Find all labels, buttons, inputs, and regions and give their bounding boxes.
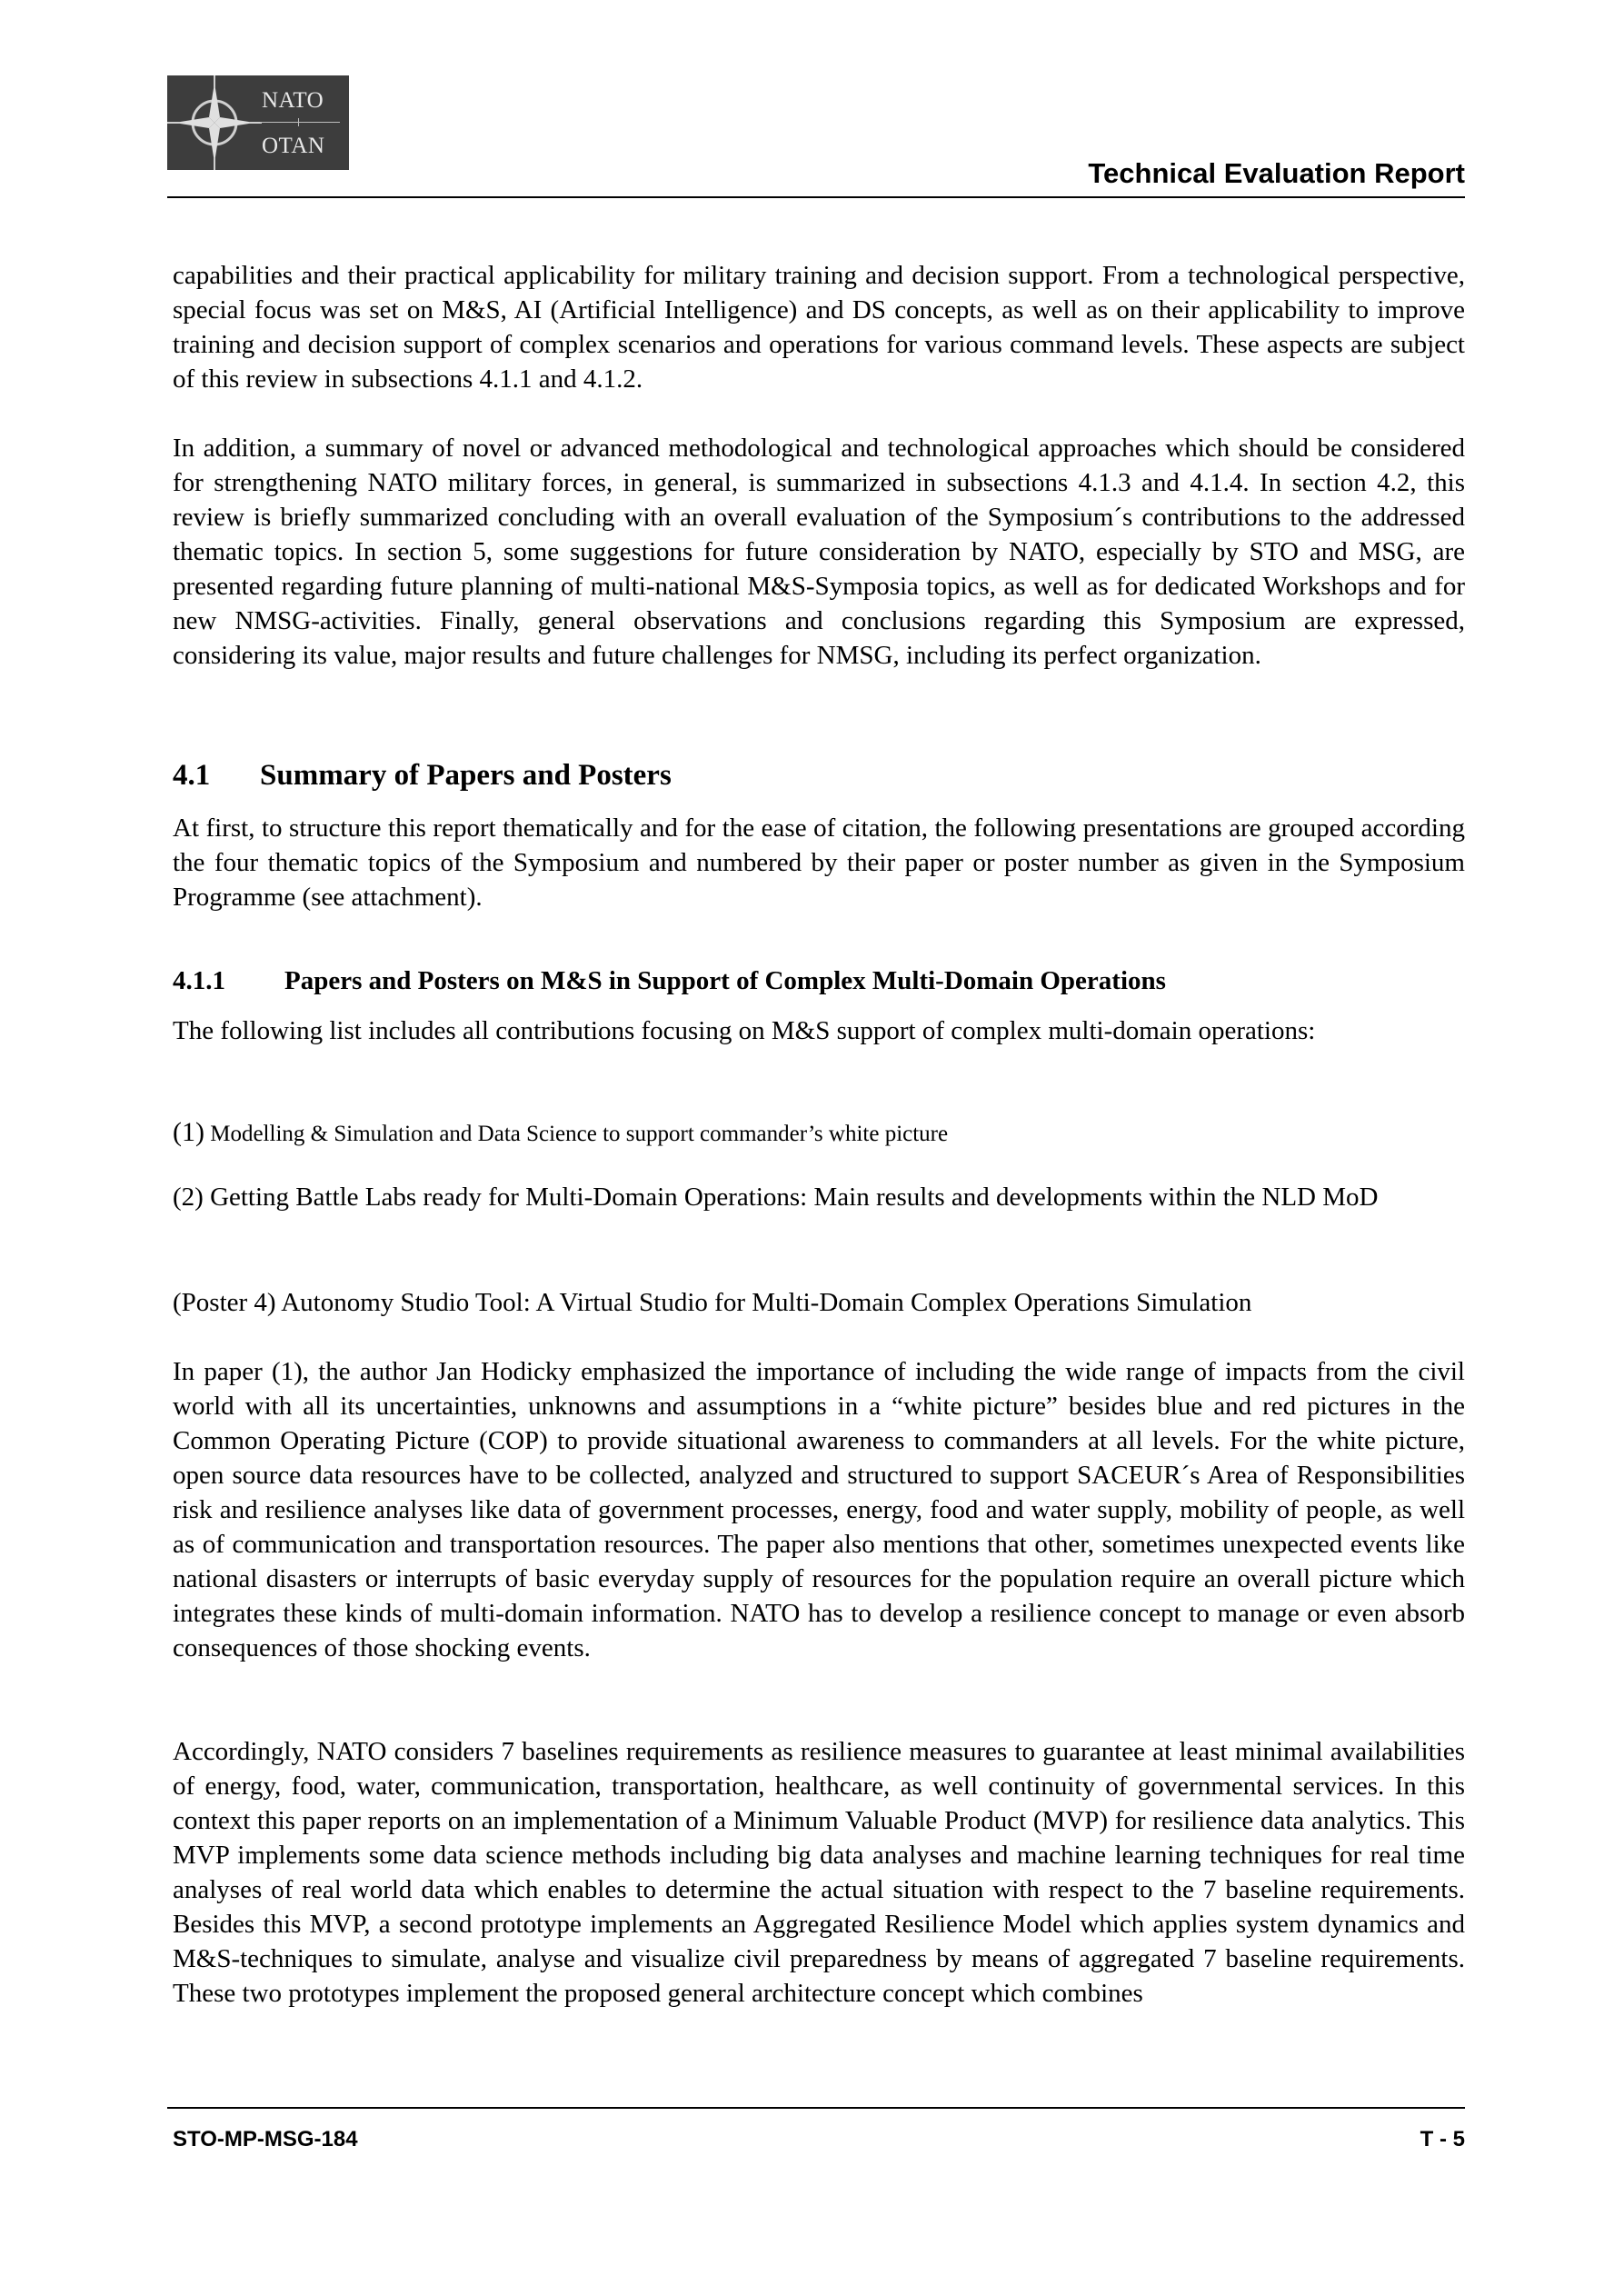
list-item-text: (2) Getting Battle Labs ready for Multi-Domain Operations: Main results and developments within the NLD MoD [173, 1183, 1379, 1212]
paragraph-text: Accordingly, NATO considers 7 baselines requirements as resilience measures to guarantee at least minimal availabilities of energy, food, water, communication, transportation, healthcare, as well continuity of governmental services. In this context this paper reports on an implementation of a Minimum Valuable Product (MVP) for resilience data analytics. This MVP implements some data science methods including big data analyses and machine learning techniques for real time analyses of real world data which enables to determine the actual situation with respect to the 7 baseline requirements. Besides this MVP, a second prototype implements an Aggregated Resilience Model which applies system dynamics and M&S-techniques to simulate, analyse and visualize civil preparedness by means of aggregated 7 baseline requirements. These two prototypes implement the proposed general architecture concept which combines [173, 1737, 1465, 2008]
paragraph-text: The following list includes all contributions focusing on M&S support of complex multi-domain operations: [173, 1016, 1316, 1045]
logo-divider [260, 122, 340, 123]
section-number: 4.1 [173, 759, 211, 792]
logo-text-otan: OTAN [262, 134, 325, 158]
compass-rose-icon [167, 75, 262, 170]
list-item-text: (Poster 4) Autonomy Studio Tool: A Virtual Studio for Multi-Domain Complex Operations Simulation [173, 1288, 1252, 1317]
footer-doc-id: STO-MP-MSG-184 [173, 2127, 358, 2151]
footer-page-number: T - 5 [1420, 2127, 1465, 2151]
section-heading-4-1 [173, 759, 672, 793]
list-item [173, 1285, 1465, 1320]
paragraph-resilience [173, 1734, 1465, 2011]
header-title: Technical Evaluation Report [1088, 157, 1465, 189]
section-title: Papers and Posters on M&S in Support of Complex Multi-Domain Operations [284, 966, 1166, 995]
nato-otan-logo [167, 75, 349, 170]
section-title: Summary of Papers and Posters [260, 759, 672, 792]
footer-divider [167, 2107, 1465, 2109]
paragraph-intro-2 [173, 431, 1465, 673]
paragraph-paper-1 [173, 1354, 1465, 1665]
paragraph-text: At first, to structure this report thematically and for the ease of citation, the following presentations are grouped according the four thematic topics of the Symposium and numbered by their paper or poster number as given in the Symposium Programme (see attachment). [173, 814, 1465, 912]
paragraph-text: In addition, a summary of novel or advanced methodological and technological approaches which should be considered for strengthening NATO military forces, in general, is summarized in subsections 4.1.3 and 4.1.4. In section 4.2, this review is briefly summarized concluding with an overall evaluation of the Symposium´s contributions to the addressed thematic topics. In section 5, some suggestions for future consideration by NATO, especially by STO and MSG, are presented regarding future planning of multi-national M&S-Symposia topics, as well as for dedicated Workshops and for new NMSG-activities. Finally, general observations and conclusions regarding this Symposium are expressed, considering its value, major results and future challenges for NMSG, including its perfect organization. [173, 434, 1465, 670]
section-number: 4.1.1 [173, 966, 225, 995]
list-item [173, 1117, 948, 1148]
header-divider [167, 196, 1465, 198]
paragraph-text: In paper (1), the author Jan Hodicky emphasized the importance of including the wide range of impacts from the civil world with all its uncertainties, unknowns and assumptions in a “white picture” besides blue and red pictures in the Common Operating Picture (COP) to provide situational awareness to commanders at all levels. For the white picture, open source data resources have to be collected, analyzed and structured to support SACEUR´s Area of Responsibilities risk and resilience analyses like data of government processes, energy, food and water supply, mobility of people, as well as of communication and transportation resources. The paper also mentions that other, sometimes unexpected events like national disasters or interrupts of basic everyday supply of resources for the population require an overall picture which integrates these kinds of multi-domain information. NATO has to develop a resilience concept to manage or even absorb consequences of those shocking events. [173, 1357, 1465, 1662]
list-item-number: (1) [173, 1117, 204, 1147]
paragraph-list-intro [173, 1013, 1465, 1048]
paragraph-intro-1 [173, 258, 1465, 396]
logo-text-nato: NATO [262, 88, 324, 113]
section-heading-4-1-1 [173, 966, 1166, 996]
logo-divider-tick [298, 118, 299, 126]
paragraph-section-intro [173, 811, 1465, 914]
paragraph-text: capabilities and their practical applicability for military training and decision support. From a technological perspective, special focus was set on M&S, AI (Artificial Intelligence) and DS concepts, as well as on their applicability to improve training and decision support of complex scenarios and operations for various command levels. These aspects are subject of this review in subsections 4.1.1 and 4.1.2. [173, 261, 1465, 394]
list-item [173, 1180, 1465, 1214]
list-item-text: Modelling & Simulation and Data Science to support commander’s white picture [210, 1122, 949, 1146]
